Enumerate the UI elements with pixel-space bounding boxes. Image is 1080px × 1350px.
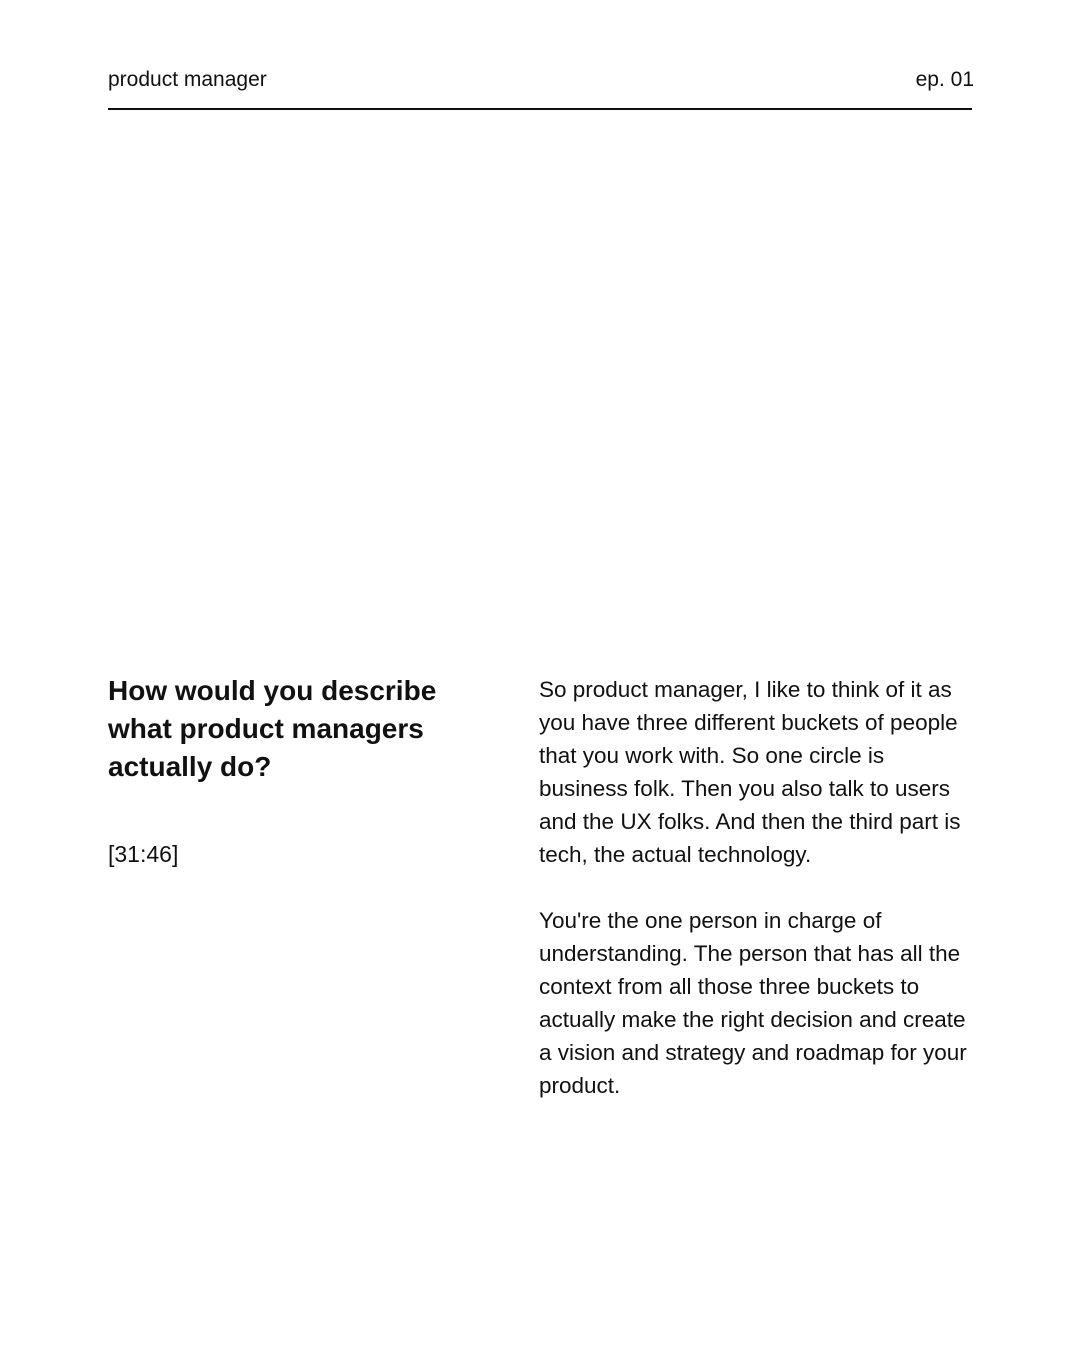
question-timestamp: [31:46]	[108, 841, 179, 867]
topic-label: product manager	[108, 68, 267, 91]
page-header	[108, 66, 972, 96]
answer-paragraph: You're the one person in charge of understanding. The person that has all the context from all those three buckets to actually make the right decision and create a vision and strategy and roadmap for your product.	[539, 908, 967, 1098]
question-heading: How would you describe what product managers actually do?	[108, 675, 437, 782]
episode-label: ep. 01	[915, 68, 974, 91]
header-divider	[108, 108, 972, 110]
answer-body	[539, 673, 975, 1135]
answer-paragraph: So product manager, I like to think of it as you have three different buckets of people that you work with. So one circle is business folk. Then you also talk to users and the UX folks. And then the third part is tech, the actual technology.	[539, 677, 961, 867]
